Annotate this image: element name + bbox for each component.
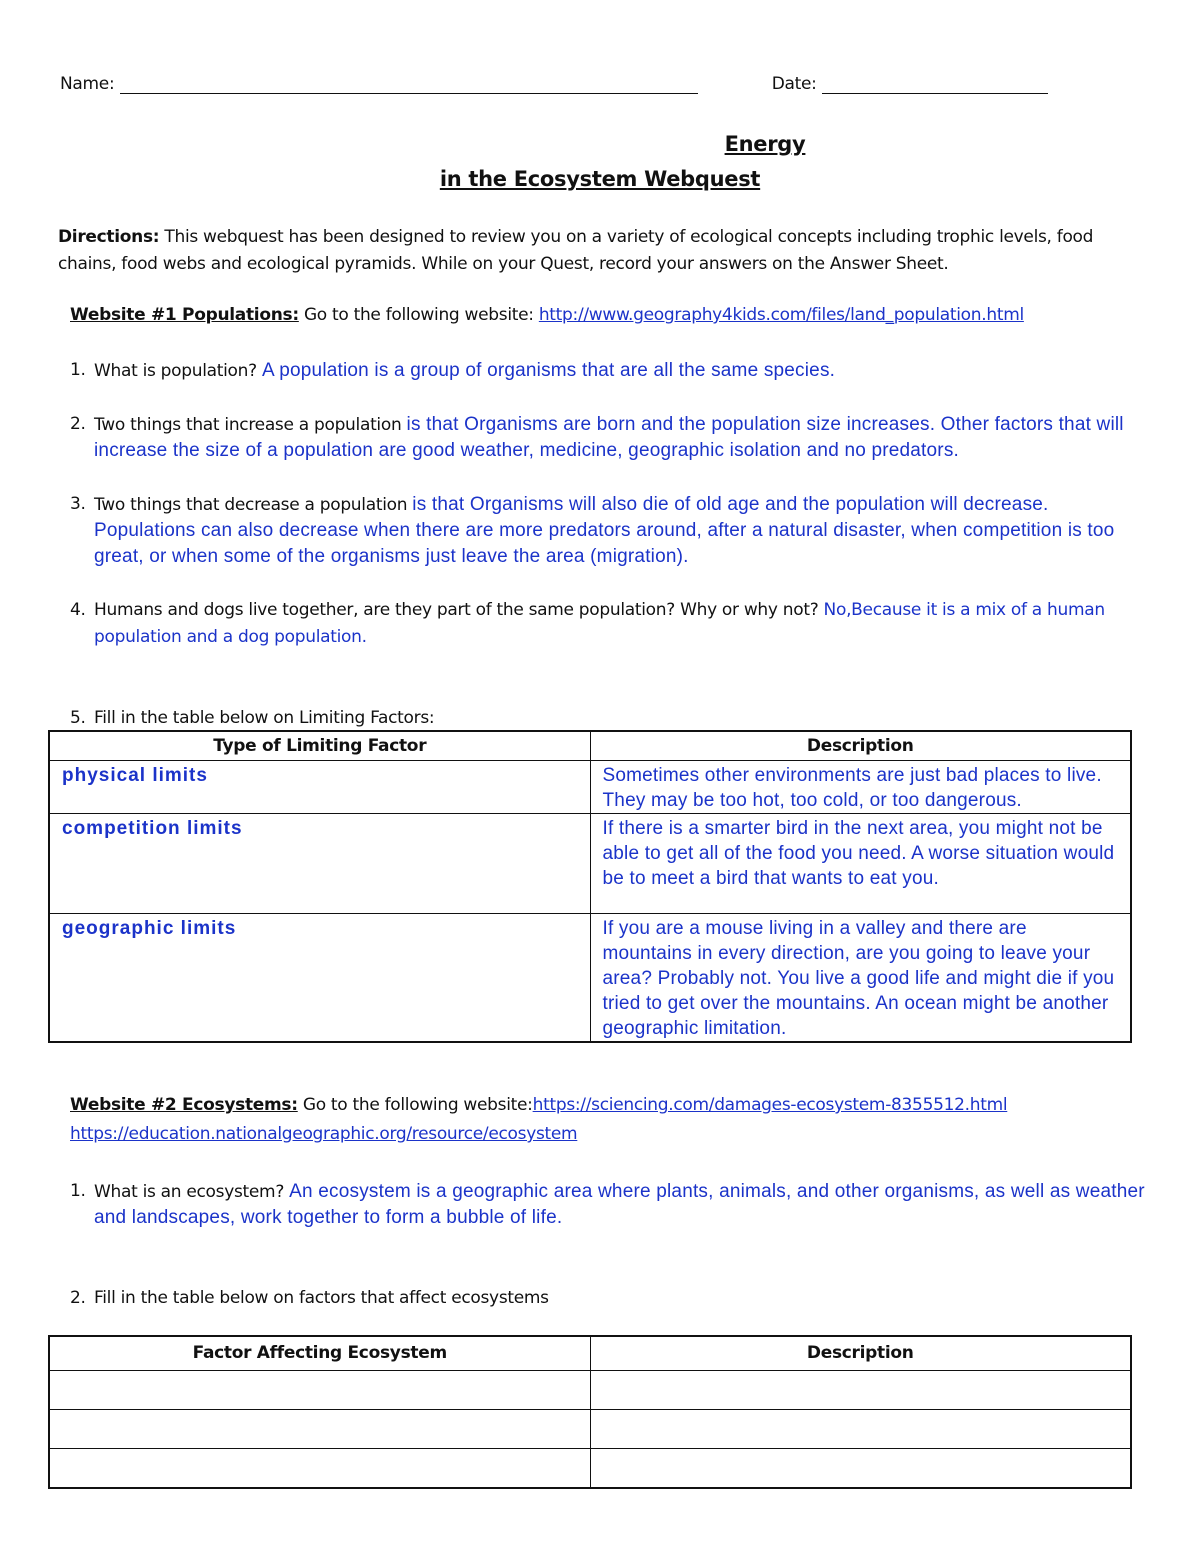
column-header: Description xyxy=(590,1336,1131,1370)
limiting-factor-description: If you are a mouse living in a valley and there are mountains in every direction, are you going to leave your area? Probably not. You live a good life and might die if you tried to get over the mountains. An ocean might be another geographic limitation. xyxy=(590,914,1131,1043)
website1-title: Website #1 Populations: xyxy=(70,305,299,325)
question-answer: No,Because it is a mix of a human population and a dog population. xyxy=(94,600,1105,647)
directions xyxy=(58,224,1148,278)
website2-link-1[interactable]: https://sciencing.com/damages-ecosystem-8355512.html xyxy=(532,1095,1008,1115)
w2-question-1 xyxy=(70,1179,1155,1231)
limiting-factor-type: competition limits xyxy=(49,814,590,914)
question-prompt: What is population? xyxy=(94,361,257,381)
ecosystem-factors-table xyxy=(48,1335,1132,1489)
limiting-factors-table xyxy=(48,730,1132,1043)
name-date-line xyxy=(60,74,1048,94)
question-answer: A population is a group of organisms that are all the same species. xyxy=(261,360,836,381)
table-row xyxy=(49,1448,1131,1488)
factor-cell[interactable] xyxy=(49,1409,590,1448)
website2-heading xyxy=(70,1095,1007,1115)
limiting-factor-type: geographic limits xyxy=(49,914,590,1043)
description-cell[interactable] xyxy=(590,1370,1131,1409)
question-answer: is that Organisms are born and the population size increases. Other factors that will increase the size of a population are good weather, medicine, geographic isolation and no predators. xyxy=(94,414,1124,461)
question-prompt: Fill in the table below on Limiting Factors: xyxy=(94,708,435,728)
date-field[interactable] xyxy=(822,75,1048,94)
limiting-factor-type: physical limits xyxy=(49,761,590,814)
website2-intro: Go to the following website: xyxy=(302,1095,533,1115)
question-number: 2. xyxy=(70,1288,86,1308)
column-header: Description xyxy=(590,731,1131,761)
factor-cell[interactable] xyxy=(49,1448,590,1488)
website2-title: Website #2 Ecosystems: xyxy=(70,1095,298,1115)
question-answer: An ecosystem is a geographic area where plants, animals, and other organisms, as well as weather and landscapes, work together to form a bubble of life. xyxy=(94,1181,1145,1228)
w2-question-2 xyxy=(70,1286,1155,1311)
w1-question-1 xyxy=(70,358,1155,384)
directions-label: Directions: xyxy=(58,227,160,247)
question-number: 3. xyxy=(70,494,86,514)
table-row xyxy=(49,1409,1131,1448)
website2-link-2-line xyxy=(70,1124,577,1144)
w1-question-2 xyxy=(70,412,1155,464)
title-line1: Energy xyxy=(724,132,806,156)
column-header: Type of Limiting Factor xyxy=(49,731,590,761)
website1-link[interactable]: http://www.geography4kids.com/files/land_population.html xyxy=(538,305,1024,325)
question-prompt: What is an ecosystem? xyxy=(94,1182,285,1202)
website1-heading xyxy=(70,305,1024,325)
directions-text: This webquest has been designed to review you on a variety of ecological concepts including trophic levels, food chains, food webs and ecological pyramids. While on your Quest, record your answers on the Answer Sheet. xyxy=(58,227,1094,274)
w1-question-3 xyxy=(70,492,1155,570)
table-row xyxy=(49,914,1131,1043)
w1-question-4 xyxy=(70,597,1155,651)
question-answer: is that Organisms will also die of old age and the population will decrease. Populations can also decrease when there are more predators around, after a natural disaster, when competition is too great, or when some of the organisms just leave the area (migration). xyxy=(94,494,1115,567)
question-number: 5. xyxy=(70,708,86,728)
question-prompt: Two things that decrease a population xyxy=(94,495,408,515)
limiting-factor-description: Sometimes other environments are just bad places to live. They may be too hot, too cold, or too dangerous. xyxy=(590,761,1131,814)
website1-intro: Go to the following website: xyxy=(303,305,534,325)
description-cell[interactable] xyxy=(590,1448,1131,1488)
table-row xyxy=(49,814,1131,914)
name-label: Name: xyxy=(60,74,115,94)
factor-cell[interactable] xyxy=(49,1370,590,1409)
table-header-row xyxy=(49,1336,1131,1370)
name-field[interactable] xyxy=(120,75,698,94)
table-row xyxy=(49,1370,1131,1409)
w1-question-5 xyxy=(70,706,1155,731)
title-line2: in the Ecosystem Webquest xyxy=(439,167,761,191)
question-prompt: Fill in the table below on factors that affect ecosystems xyxy=(94,1288,549,1308)
limiting-factor-description: If there is a smarter bird in the next area, you might not be able to get all of the food you need. A worse situation would be to meet a bird that wants to eat you. xyxy=(590,814,1131,914)
description-cell[interactable] xyxy=(590,1409,1131,1448)
date-label: Date: xyxy=(771,74,817,94)
question-number: 1. xyxy=(70,1181,86,1201)
table-row xyxy=(49,761,1131,814)
table-header-row xyxy=(49,731,1131,761)
question-prompt: Two things that increase a population xyxy=(94,415,402,435)
column-header: Factor Affecting Ecosystem xyxy=(49,1336,590,1370)
question-number: 1. xyxy=(70,360,86,380)
question-number: 2. xyxy=(70,414,86,434)
question-prompt: Humans and dogs live together, are they part of the same population? Why or why not? xyxy=(94,600,819,620)
website2-link-2[interactable]: https://education.nationalgeographic.org/resource/ecosystem xyxy=(70,1124,578,1144)
question-number: 4. xyxy=(70,600,86,620)
